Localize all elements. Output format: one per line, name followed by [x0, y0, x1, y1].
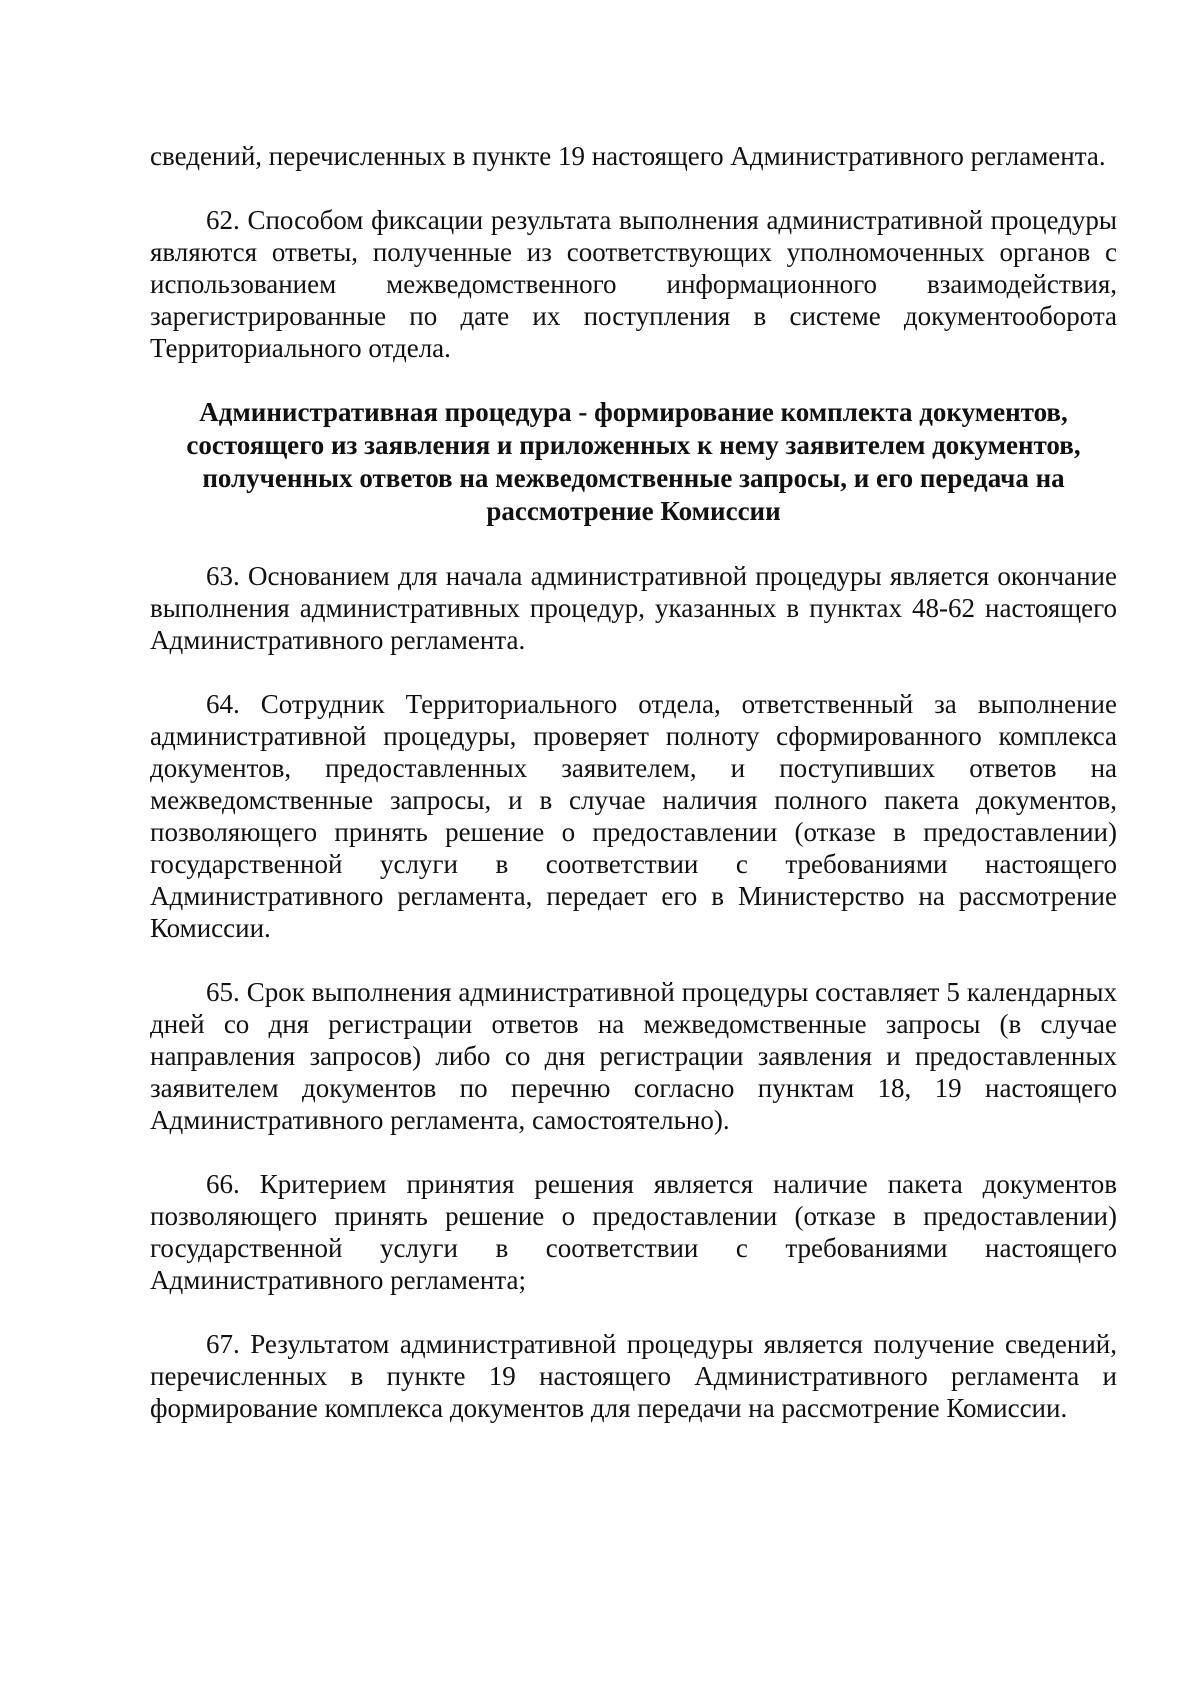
document-body — [150, 140, 1117, 1424]
paragraph-65: 65. Срок выполнения административной процедуры составляет 5 календарных дней со дня регистрации ответов на межведомственные запросы (в случае направления запросов) либо со дня регистрации заявления и предоставленных заявителем документов по перечню согласно пунктам 18, 19 настоящего Административного регламента, самостоятельно). — [150, 977, 1117, 1135]
paragraph-61-continuation: сведений, перечисленных в пункте 19 настоящего Административного регламента. — [150, 141, 1106, 171]
section-heading: Административная процедура - формирование комплекта документов, состоящего из заявления и приложенных к нему заявителем документов, полученных ответов на межведомственные запросы, и его передача на рассмотрение Комиссии — [186, 397, 1081, 526]
paragraph-63: 63. Основанием для начала административной процедуры является окончание выполнения административных процедур, указанных в пунктах 48-62 настоящего Административного регламента. — [150, 561, 1117, 655]
paragraph-62: 62. Способом фиксации результата выполнения административной процедуры являются ответы, полученные из соответствующих уполномоченных органов с использованием межведомственного информационного взаимодействия, зарегистрированные по дате их поступления в системе документооборота Территориального отдела. — [150, 205, 1117, 363]
paragraph-64: 64. Сотрудник Территориального отдела, ответственный за выполнение административной процедуры, проверяет полноту сформированного комплекса документов, предоставленных заявителем, и поступивших ответов на межведомственные запросы, и в случае наличия полного пакета документов, позволяющего принять решение о предоставлении (отказе в предоставлении) государственной услуги в соответствии с требованиями настоящего Административного регламента, передает его в Министерство на рассмотрение Комиссии. — [150, 689, 1117, 943]
paragraph-66: 66. Критерием принятия решения является наличие пакета документов позволяющего принять решение о предоставлении (отказе в предоставлении) государственной услуги в соответствии с требованиями настоящего Административного регламента; — [150, 1169, 1117, 1295]
paragraph-67: 67. Результатом административной процедуры является получение сведений, перечисленных в пункте 19 настоящего Административного регламента и формирование комплекса документов для передачи на рассмотрение Комиссии. — [150, 1329, 1117, 1423]
